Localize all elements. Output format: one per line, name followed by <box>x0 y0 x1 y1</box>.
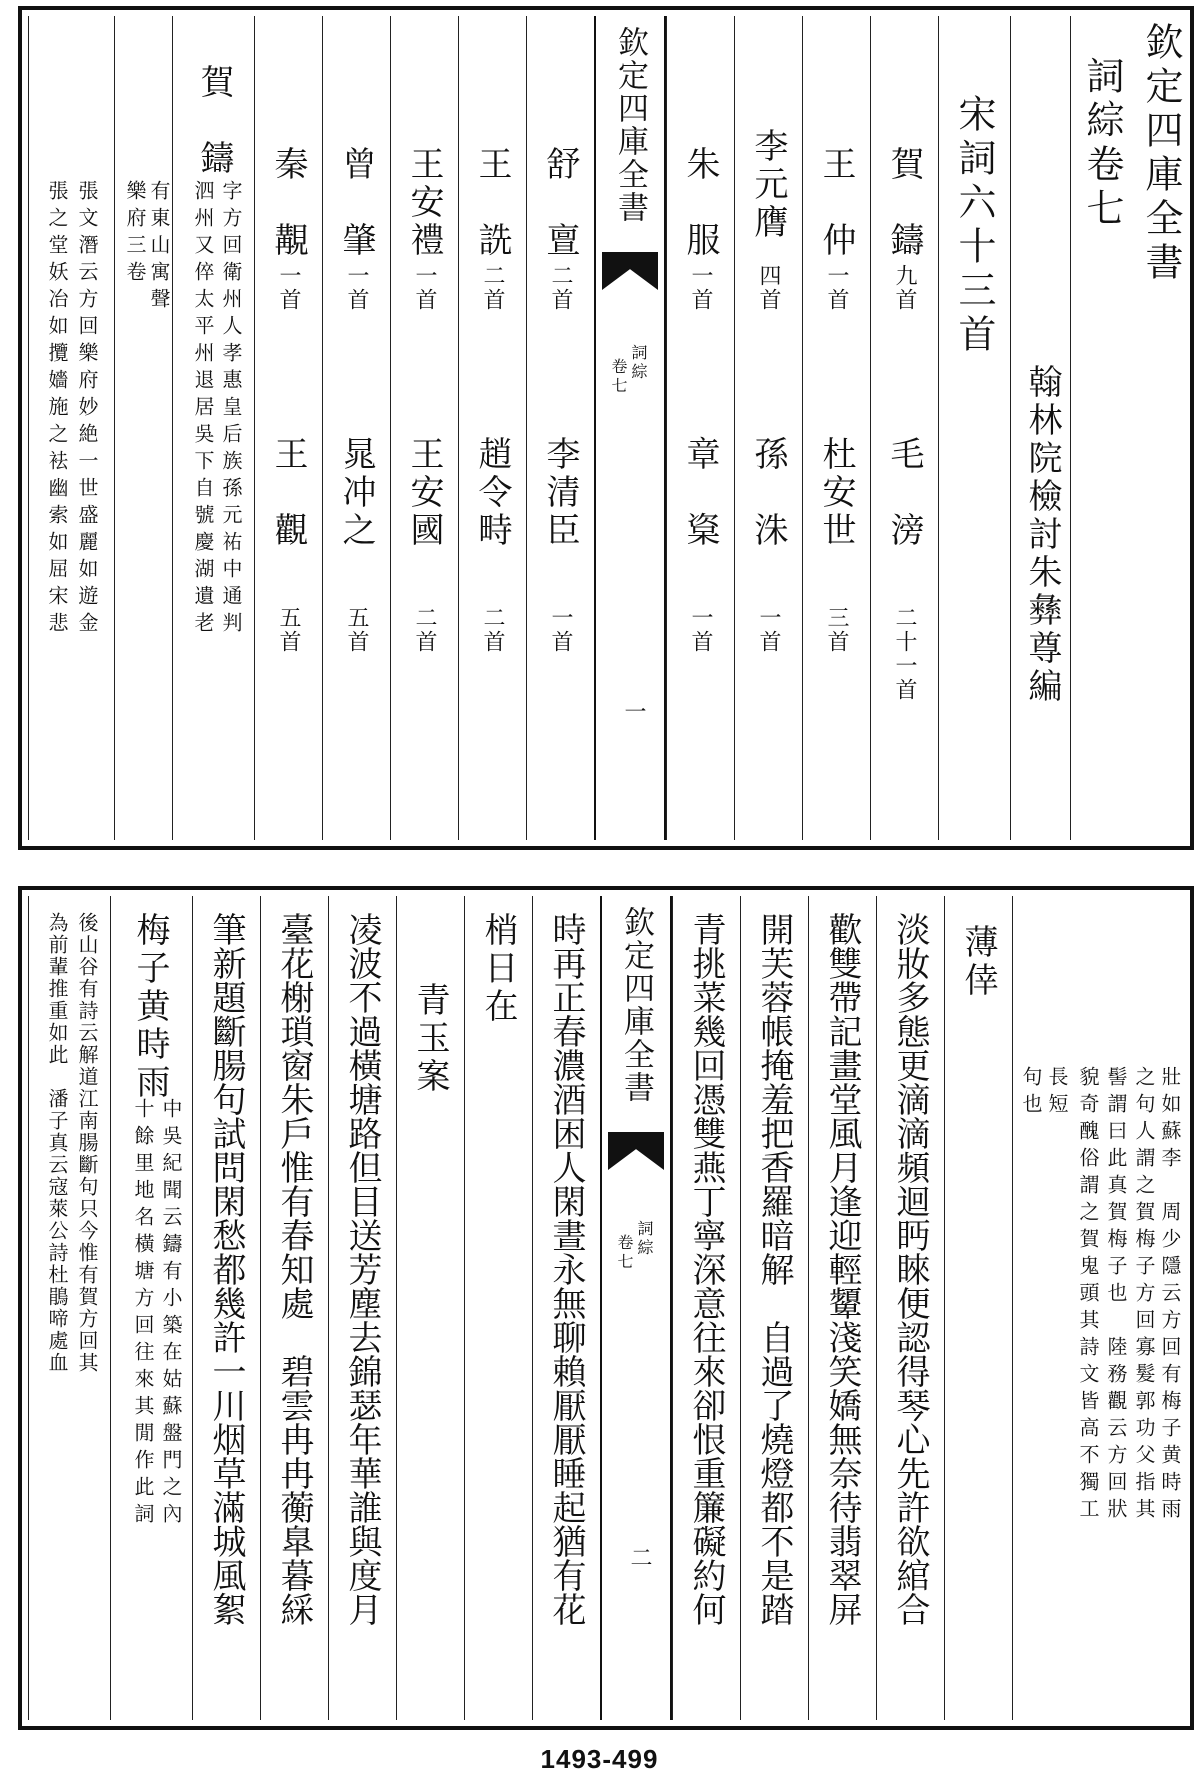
verse-column <box>464 896 532 1720</box>
commentary-line: 貌奇醜俗謂之賀鬼頭其詩文皆高不獨工 <box>1076 1066 1100 1525</box>
verse-note: 中吳紀聞云鑄有小築在姑蘇盤門之內 <box>159 1098 183 1530</box>
bio-author-name: 賀 鑄 <box>194 64 234 178</box>
author-name: 王 觀 <box>268 436 308 550</box>
poem-count: 一首 <box>412 264 437 312</box>
verse-column <box>260 896 328 1720</box>
verse-line: 筆新題斷腸句試問閑愁都幾許一川烟草滿城風絮 <box>206 912 246 1626</box>
verse-column <box>110 896 192 1720</box>
poem-count: 二首 <box>480 606 505 654</box>
biography-column <box>172 16 254 840</box>
commentary-line: 之句人謂之賀梅子方回寡髮郭功父指其 <box>1132 1066 1156 1525</box>
commentary-line: 為前輩推重如此 潘子真云寇萊公詩杜鵑啼處血 <box>45 912 69 1374</box>
author-row <box>322 16 390 840</box>
center-fold <box>594 16 666 840</box>
commentary-column <box>28 16 114 840</box>
poem-count: 一首 <box>756 606 781 654</box>
commentary-line: 張之堂妖冶如攬嬙施之袪幽索如屈宋悲 <box>45 180 69 639</box>
poem-count: 一首 <box>344 264 369 312</box>
poem-count: 一首 <box>688 606 713 654</box>
credit-column <box>1010 16 1070 840</box>
poem-count: 二首 <box>548 264 573 312</box>
poem-count: 五首 <box>344 606 369 654</box>
top-page <box>18 6 1194 850</box>
poem-count: 四首 <box>756 264 781 312</box>
author-row <box>390 16 458 840</box>
author-name: 晁冲之 <box>336 436 376 550</box>
author-name: 王安禮 <box>404 146 444 260</box>
bio-line: 樂府三卷 <box>123 180 147 288</box>
poem-count: 一首 <box>548 606 573 654</box>
fold-label: 詞綜 <box>629 344 648 382</box>
author-row <box>870 16 938 840</box>
author-name: 李元膺 <box>748 128 788 242</box>
author-row <box>254 16 322 840</box>
fold-header: 欽定四庫全書 <box>618 906 654 1104</box>
poem-count: 五首 <box>276 606 301 654</box>
author-row <box>666 16 734 840</box>
verse-column <box>740 896 808 1720</box>
verse-column <box>876 896 944 1720</box>
section-column <box>938 16 1010 840</box>
bio-line: 有東山寓聲 <box>147 180 171 315</box>
poem-count: 一首 <box>688 264 713 312</box>
author-name: 毛 滂 <box>884 436 924 550</box>
tune-title-column <box>944 896 1012 1720</box>
tune-title: 青玉案 <box>410 982 450 1096</box>
commentary-line: 壯如蘇李 周少隱云方回有梅子黄時雨 <box>1158 1066 1182 1525</box>
author-name: 朱 服 <box>680 146 720 260</box>
commentary-line: 張文潛云方回樂府妙絶一世盛麗如遊金 <box>75 180 99 639</box>
page-number: 1493-499 <box>540 1744 659 1774</box>
verse-line: 淡妝多態更滴滴頻迴眄睞便認得琴心先許欲綰合 <box>890 912 930 1626</box>
fold-label: 詞綜 <box>635 1220 654 1258</box>
commentary-column <box>1072 896 1190 1720</box>
author-name: 王 仲 <box>816 146 856 260</box>
author-name: 趙令畤 <box>472 436 512 550</box>
verse-line: 歡雙帶記畫堂風月逢迎輕顰淺笑嬌無奈待翡翠屏 <box>822 912 862 1626</box>
title-column <box>1070 16 1130 840</box>
verse-column <box>328 896 396 1720</box>
poem-count: 二首 <box>412 606 437 654</box>
author-row <box>802 16 870 840</box>
author-name: 王 詵 <box>472 146 512 260</box>
poem-count: 二十一首 <box>892 606 917 702</box>
author-name: 杜安世 <box>816 436 856 550</box>
fishtail-mark <box>608 1132 664 1170</box>
commentary-line: 長短 <box>1045 1066 1069 1120</box>
verse-line: 開芙蓉帳掩羞把香羅暗解 自過了燒燈都不是踏 <box>754 912 794 1626</box>
author-name: 賀 鑄 <box>884 146 924 260</box>
commentary-line: 髻謂曰此真賀梅子也 陸務觀云方回狀 <box>1104 1066 1128 1525</box>
author-name: 秦 覯 <box>268 146 308 260</box>
commentary-line: 後山谷有詩云解道江南腸斷句只今惟有賀方回其 <box>75 912 99 1374</box>
center-fold <box>600 896 672 1720</box>
section-title: 宋詞六十三首 <box>952 94 996 358</box>
header-column <box>1130 16 1190 840</box>
author-row <box>458 16 526 840</box>
poem-count: 三首 <box>824 606 849 654</box>
tune-title: 薄倖 <box>958 924 998 1000</box>
author-name: 王安國 <box>404 436 444 550</box>
verse-note: 十餘里地名橫塘方回往來其閒作此詞 <box>131 1098 155 1530</box>
verse-column <box>808 896 876 1720</box>
fold-header: 欽定四庫全書 <box>612 26 648 224</box>
verse-column <box>192 896 260 1720</box>
poem-count: 二首 <box>480 264 505 312</box>
fold-label: 卷七 <box>615 1234 634 1272</box>
author-name: 章 楶 <box>680 436 720 550</box>
verse-line: 梅子黄時雨 <box>130 912 170 1102</box>
verse-line: 時再正春濃酒困人閑晝永無聊賴厭厭睡起猶有花 <box>546 912 586 1626</box>
author-name: 舒 亶 <box>540 146 580 260</box>
poem-count: 一首 <box>276 264 301 312</box>
tune-title-column <box>396 896 464 1720</box>
author-row <box>734 16 802 840</box>
bottom-page <box>18 886 1194 1730</box>
commentary-column <box>28 896 110 1720</box>
poem-count: 一首 <box>824 264 849 312</box>
book-title: 詞綜卷七 <box>1080 56 1124 232</box>
leaf-number: 二 <box>627 1546 652 1570</box>
bio-line: 泗州又倅太平州退居吳下自號慶湖遺老 <box>191 180 215 639</box>
verse-line: 臺花榭瑣窗朱戶惟有春知處 碧雲冉冉蘅臯暮綵 <box>274 912 314 1626</box>
author-name: 孫 洙 <box>748 436 788 550</box>
verse-column <box>532 896 600 1720</box>
commentary-line: 句也 <box>1019 1066 1043 1120</box>
author-credit: 翰林院檢討朱彝尊編 <box>1022 364 1062 706</box>
author-row <box>526 16 594 840</box>
verse-column <box>672 896 740 1720</box>
biography-column <box>114 16 172 840</box>
verse-line: 青挑菜幾回憑雙燕丁寧深意往來卻恨重簾礙約何 <box>686 912 726 1626</box>
verse-line: 凌波不過橫塘路但目送芳塵去錦瑟年華誰與度月 <box>342 912 382 1626</box>
leaf-number: 一 <box>621 700 646 724</box>
book-header: 欽定四庫全書 <box>1139 22 1183 286</box>
fishtail-mark <box>602 252 658 290</box>
verse-line: 梢日在 <box>478 912 518 1026</box>
fold-label: 卷七 <box>609 358 628 396</box>
author-name: 曾 肇 <box>336 146 376 260</box>
poem-count: 九首 <box>892 264 917 312</box>
bio-line: 字方回衛州人孝惠皇后族孫元祐中通判 <box>219 180 243 639</box>
author-name: 李清臣 <box>540 436 580 550</box>
commentary-column <box>1012 896 1072 1720</box>
